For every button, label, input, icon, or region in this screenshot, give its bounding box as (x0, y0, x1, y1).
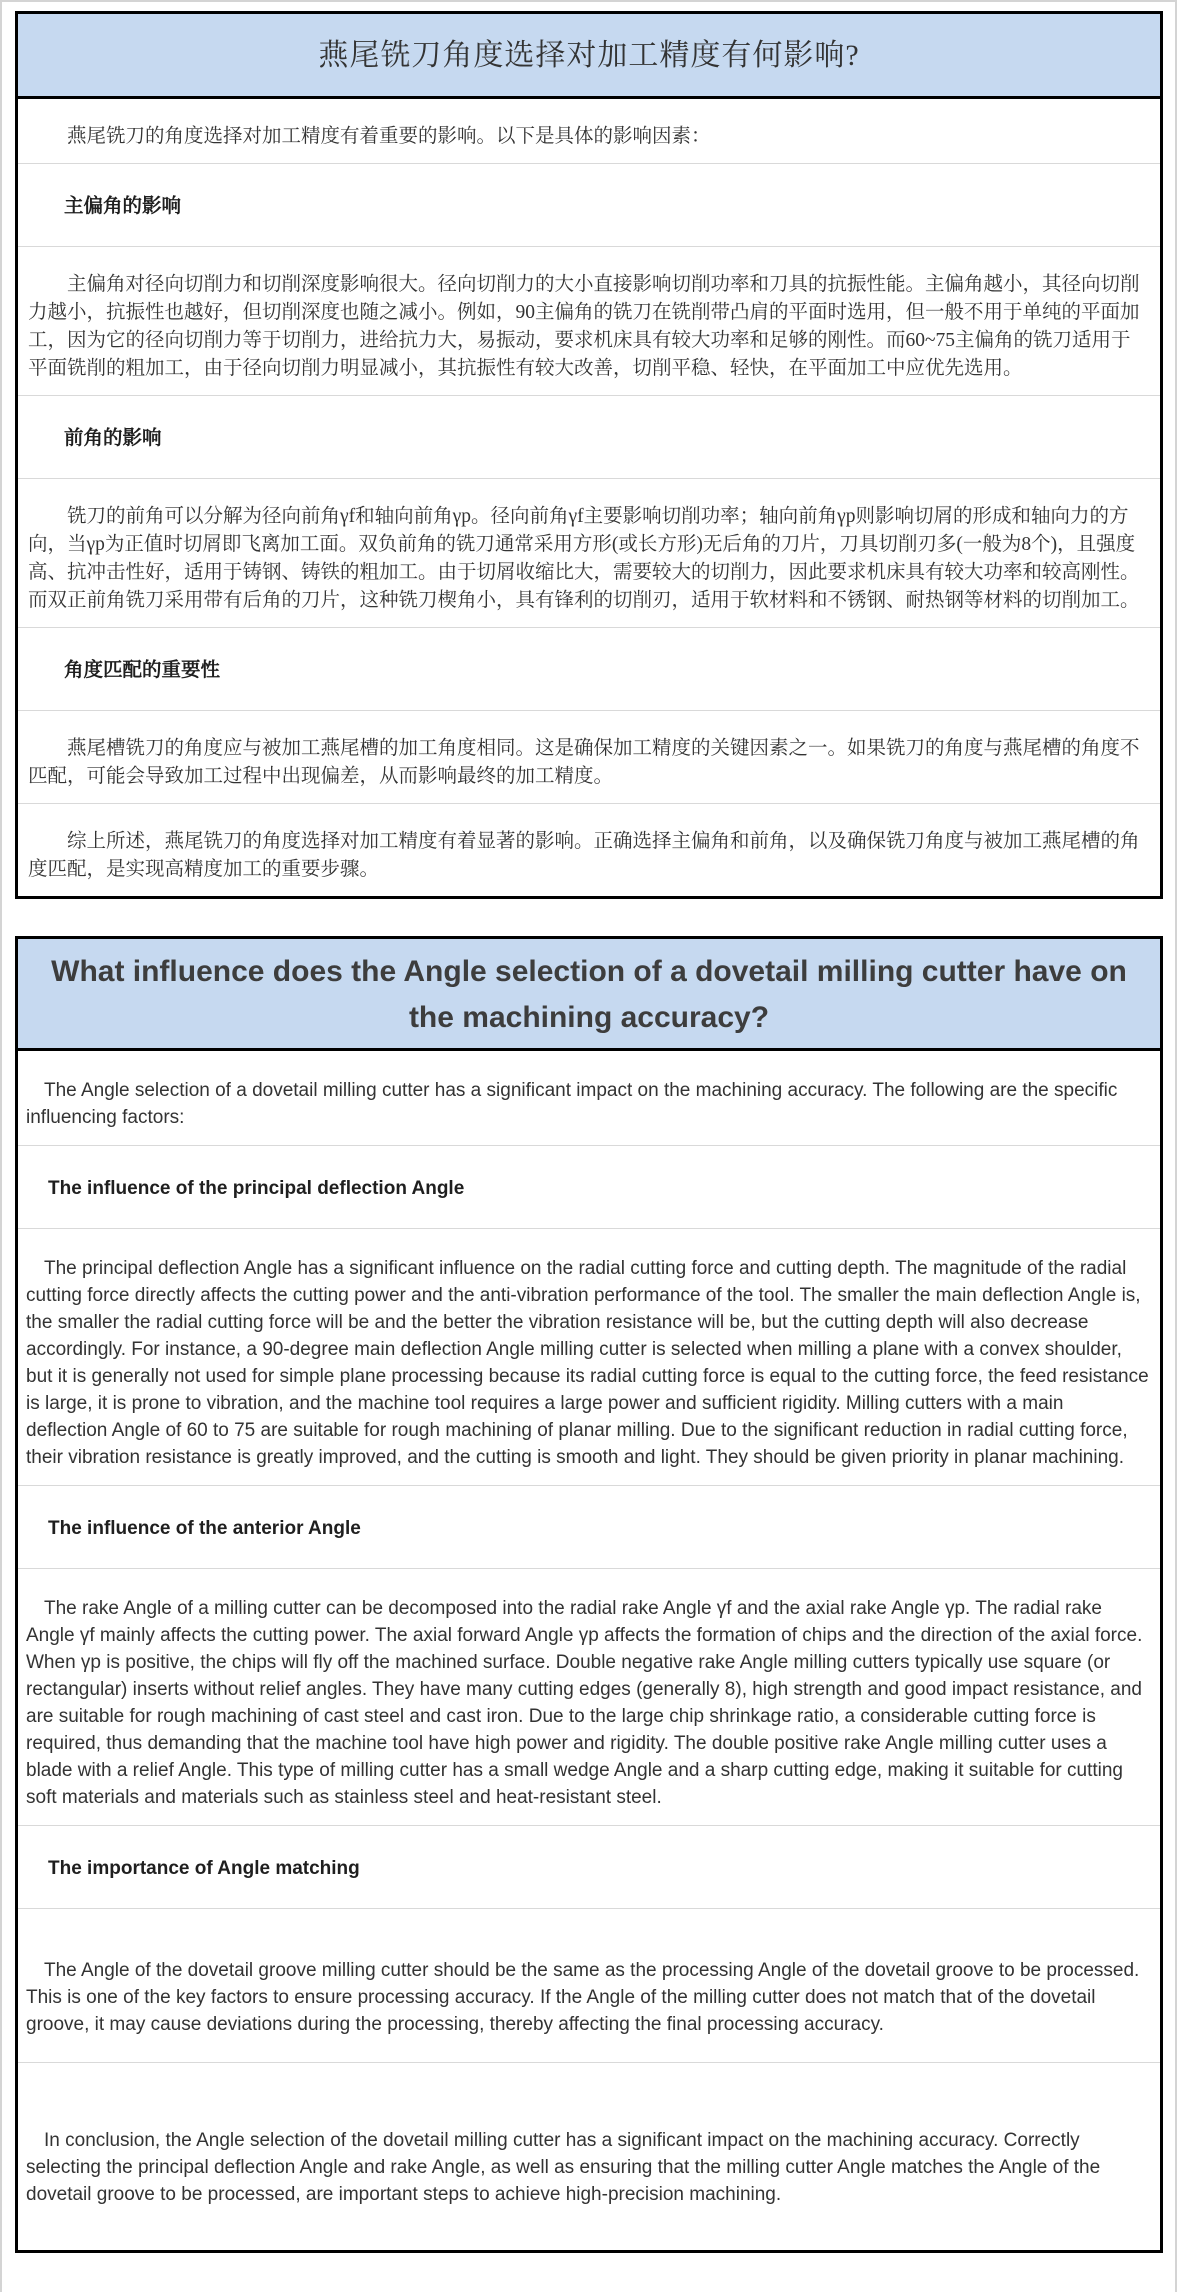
paragraph-text: 主偏角对径向切削力和切削深度影响很大。径向切削力的大小直接影响切削功率和刀具的抗振性能。主偏角越小，其径向切削力越小，抗振性也越好，但切削深度也随之减小。例如，90主偏角的铣刀在铣削带凸肩的平面时选用，但一般不用于单纯的平面加工，因为它的径向切削力等于切削力，进给抗力大，易振动，要求机床具有较大功率和足够的刚性。而60~75主偏角的铣刀适用于平面铣削的粗加工，由于径向切削力明显减小，其抗振性有较大改善，切削平稳、轻快，在平面加工中应优先选用。 (28, 274, 1140, 379)
en-answer-card (15, 1051, 1163, 2253)
cn-paragraph-angle-matching (18, 710, 1160, 803)
cn-question-title: 燕尾铣刀角度选择对加工精度有何影响? (15, 11, 1163, 99)
cn-section-heading-angle-matching: 角度匹配的重要性 (18, 627, 1160, 710)
en-paragraph-conclusion (18, 2062, 1160, 2250)
paragraph-text: 铣刀的前角可以分解为径向前角γf和轴向前角γp。径向前角γf主要影响切削功率；轴向前角γp则影响切屑的形成和轴向力的方向，当γp为正值时切屑即飞离加工面。双负前角的铣刀通常采用方形(或长方形)无后角的刀片，刀具切削刃多(一般为8个)，且强度高、抗冲击性好，适用于铸钢、铸铁的粗加工。由于切屑收缩比大，需要较大的切削力，因此要求机床具有较大功率和较高刚性。而双正前角铣刀采用带有后角的刀片，这种铣刀楔角小，具有锋利的切削刃，适用于软材料和不锈钢、耐热钢等材料的切削加工。 (28, 506, 1140, 611)
en-section-heading-anterior-angle: The influence of the anterior Angle (18, 1485, 1160, 1568)
en-paragraph-anterior-angle (18, 1568, 1160, 1825)
en-intro-paragraph (18, 1051, 1160, 1145)
paragraph-text: 燕尾铣刀的角度选择对加工精度有着重要的影响。以下是具体的影响因素： (67, 126, 711, 147)
paragraph-text: 综上所述，燕尾铣刀的角度选择对加工精度有着显著的影响。正确选择主偏角和前角，以及确保铣刀角度与被加工燕尾槽的角度匹配，是实现高精度加工的重要步骤。 (28, 831, 1140, 880)
en-section-heading-principal-angle: The influence of the principal deflection Angle (18, 1145, 1160, 1228)
cn-answer-card (15, 99, 1163, 899)
cn-intro-paragraph (18, 99, 1160, 163)
paragraph-text: 燕尾槽铣刀的角度应与被加工燕尾槽的加工角度相同。这是确保加工精度的关键因素之一。如果铣刀的角度与燕尾槽的角度不匹配，可能会导致加工过程中出现偏差，从而影响最终的加工精度。 (28, 738, 1140, 787)
paragraph-text: The principal deflection Angle has a significant influence on the radial cutting force and cutting depth. The magnitude of the radial cutting force directly affects the cutting power and the anti-vibration performance of the tool. The smaller the main deflection Angle is, the smaller the radial cutting force will be and the better the vibration resistance will be, but the cutting depth will also decrease accordingly. For instance, a 90-degree main deflection Angle milling cutter is selected when milling a plane with a convex shoulder, but it is generally not used for simple plane processing because its radial cutting force is equal to the cutting force, the feed resistance is large, it is prone to vibration, and the machine tool requires a large power and sufficient rigidity. Milling cutters with a main deflection Angle of 60 to 75 are suitable for rough machining of planar milling. Due to the significant reduction in radial cutting force, their vibration resistance is greatly improved, and the cutting is smooth and light. They should be given priority in planar machining. (26, 1258, 1149, 1468)
cn-section-heading-principal-angle: 主偏角的影响 (18, 163, 1160, 246)
cn-paragraph-conclusion (18, 803, 1160, 896)
en-paragraph-principal-angle (18, 1228, 1160, 1485)
section-spacer (15, 899, 1163, 936)
en-section-heading-angle-matching: The importance of Angle matching (18, 1825, 1160, 1908)
en-question-title: What influence does the Angle selection of a dovetail milling cutter have on the machining accuracy? (15, 936, 1163, 1051)
paragraph-text: The rake Angle of a milling cutter can be decomposed into the radial rake Angle γf and the axial rake Angle γp. The radial rake Angle γf mainly affects the cutting power. The axial forward Angle γp affects the formation of chips and the direction of the axial force. When γp is positive, the chips will fly off the machined surface. Double negative rake Angle milling cutters typically use square (or rectangular) inserts without relief angles. They have many cutting edges (generally 8), high strength and good impact resistance, and are suitable for rough machining of cast steel and cast iron. Due to the large chip shrinkage ratio, a considerable cutting force is required, thus demanding that the machine tool have high power and rigidity. The double positive rake Angle milling cutter uses a blade with a relief Angle. This type of milling cutter has a small wedge Angle and a sharp cutting edge, making it suitable for cutting soft materials and materials such as stainless steel and heat-resistant steel. (26, 1598, 1143, 1808)
cn-paragraph-principal-angle (18, 246, 1160, 395)
paragraph-text: In conclusion, the Angle selection of the dovetail milling cutter has a significant impact on the machining accuracy. Correctly selecting the principal deflection Angle and rake Angle, as well as ensuring that the milling cutter Angle matches the Angle of the dovetail groove to be processed, are important steps to achieve high-precision machining. (26, 2130, 1101, 2205)
cn-paragraph-rake-angle (18, 478, 1160, 627)
en-paragraph-angle-matching (18, 1908, 1160, 2062)
paragraph-text: The Angle selection of a dovetail milling cutter has a significant impact on the machining accuracy. The following are the specific influencing factors: (26, 1080, 1118, 1128)
paragraph-text: The Angle of the dovetail groove milling cutter should be the same as the processing Angle of the dovetail groove to be processed. This is one of the key factors to ensure processing accuracy. If the Angle of the milling cutter does not match that of the dovetail groove, it may cause deviations during the processing, thereby affecting the final processing accuracy. (26, 1960, 1140, 2035)
cn-section-heading-rake-angle: 前角的影响 (18, 395, 1160, 478)
